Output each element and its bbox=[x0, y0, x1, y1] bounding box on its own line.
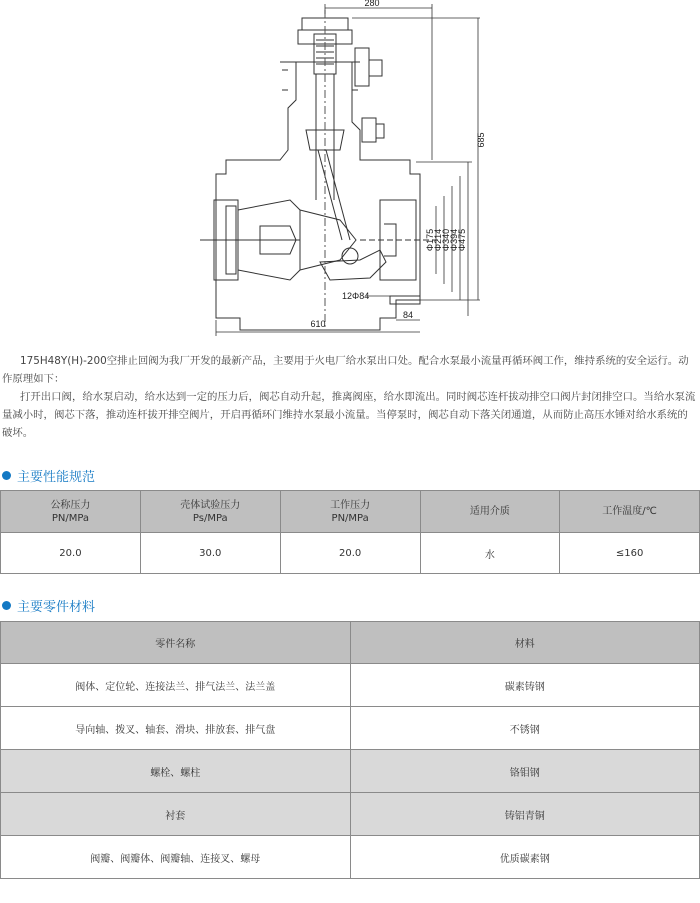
header-material: 材料 bbox=[350, 622, 699, 664]
table-row bbox=[1, 533, 700, 574]
header-nominal-pressure: 公称压力 PN/MPa bbox=[1, 491, 141, 533]
table-row bbox=[1, 836, 700, 879]
header-test-pressure: 壳体试验压力 Ps/MPa bbox=[140, 491, 280, 533]
table-cell: 20.0 bbox=[1, 533, 141, 574]
table-row bbox=[1, 707, 700, 750]
table-row bbox=[1, 664, 700, 707]
dim-outlet: 84 bbox=[402, 310, 414, 320]
table-cell: 导向轴、拨叉、轴套、滑块、排放套、排气盘 bbox=[1, 707, 351, 750]
dim-bolts: 12Φ84 bbox=[342, 291, 370, 301]
table-cell: 优质碳素钢 bbox=[350, 836, 699, 879]
table-cell: ≤160 bbox=[560, 533, 700, 574]
table-cell: 铸铝青铜 bbox=[350, 793, 699, 836]
table-row bbox=[1, 793, 700, 836]
product-description bbox=[2, 352, 698, 442]
table-cell: 衬套 bbox=[1, 793, 351, 836]
table-cell: 不锈钢 bbox=[350, 707, 699, 750]
dim-top-width: 280 bbox=[364, 0, 380, 8]
table-cell: 铬钼钢 bbox=[350, 750, 699, 793]
table-row bbox=[1, 750, 700, 793]
materials-table bbox=[0, 621, 700, 879]
table-cell: 30.0 bbox=[140, 533, 280, 574]
dim-d394: Φ394 bbox=[449, 228, 459, 252]
table-header-row bbox=[1, 622, 700, 664]
header-medium: 适用介质 bbox=[420, 491, 560, 533]
valve-drawing bbox=[0, 0, 700, 345]
table-cell: 碳素铸钢 bbox=[350, 664, 699, 707]
bullet-icon bbox=[2, 471, 11, 480]
header-part-name: 零件名称 bbox=[1, 622, 351, 664]
performance-table bbox=[0, 490, 700, 574]
performance-section-title: 主要性能规范 bbox=[2, 466, 95, 485]
table-cell: 阀瓣、阀瓣体、阀瓣轴、连接叉、螺母 bbox=[1, 836, 351, 879]
description-paragraph-2: 打开出口阀，给水泵启动，给水达到一定的压力后，阀芯自动升起，推离阀座，给水即流出。同时阀芯连杆拔动排空口阀片封闭排空口。当给水泵流量减小时，阀芯下落，推动连杆拔开排空阀片，开启再循环门维持水泵最小流量。当停泵时，阀芯自动下落关闭通道，从而防止高压水锤对给水系统的破坏。 bbox=[2, 391, 696, 439]
table-cell: 螺栓、螺柱 bbox=[1, 750, 351, 793]
table-cell: 20.0 bbox=[280, 533, 420, 574]
description-paragraph-1: 175H48Y(H)-200空排止回阀为我厂开发的最新产品，主要用于火电厂给水泵出口处。配合水泵最小流量再循环阀工作，维持系统的安全运行。动作原理如下： bbox=[2, 355, 689, 385]
table-cell: 阀体、定位轮、连接法兰、排气法兰、法兰盖 bbox=[1, 664, 351, 707]
table-cell: 水 bbox=[420, 533, 560, 574]
dim-d175: Φ175 bbox=[425, 228, 435, 252]
dim-d475: Φ475 bbox=[457, 228, 467, 252]
dim-d214: Φ214 bbox=[433, 228, 443, 252]
dim-d340: Φ340 bbox=[441, 228, 451, 252]
materials-section-title: 主要零件材料 bbox=[2, 596, 95, 615]
header-working-pressure: 工作压力 PN/MPa bbox=[280, 491, 420, 533]
dim-height: 685 bbox=[476, 132, 486, 148]
header-temperature: 工作温度/℃ bbox=[560, 491, 700, 533]
table-header-row bbox=[1, 491, 700, 533]
dim-bottom-width: 610 bbox=[310, 319, 326, 329]
bullet-icon bbox=[2, 601, 11, 610]
